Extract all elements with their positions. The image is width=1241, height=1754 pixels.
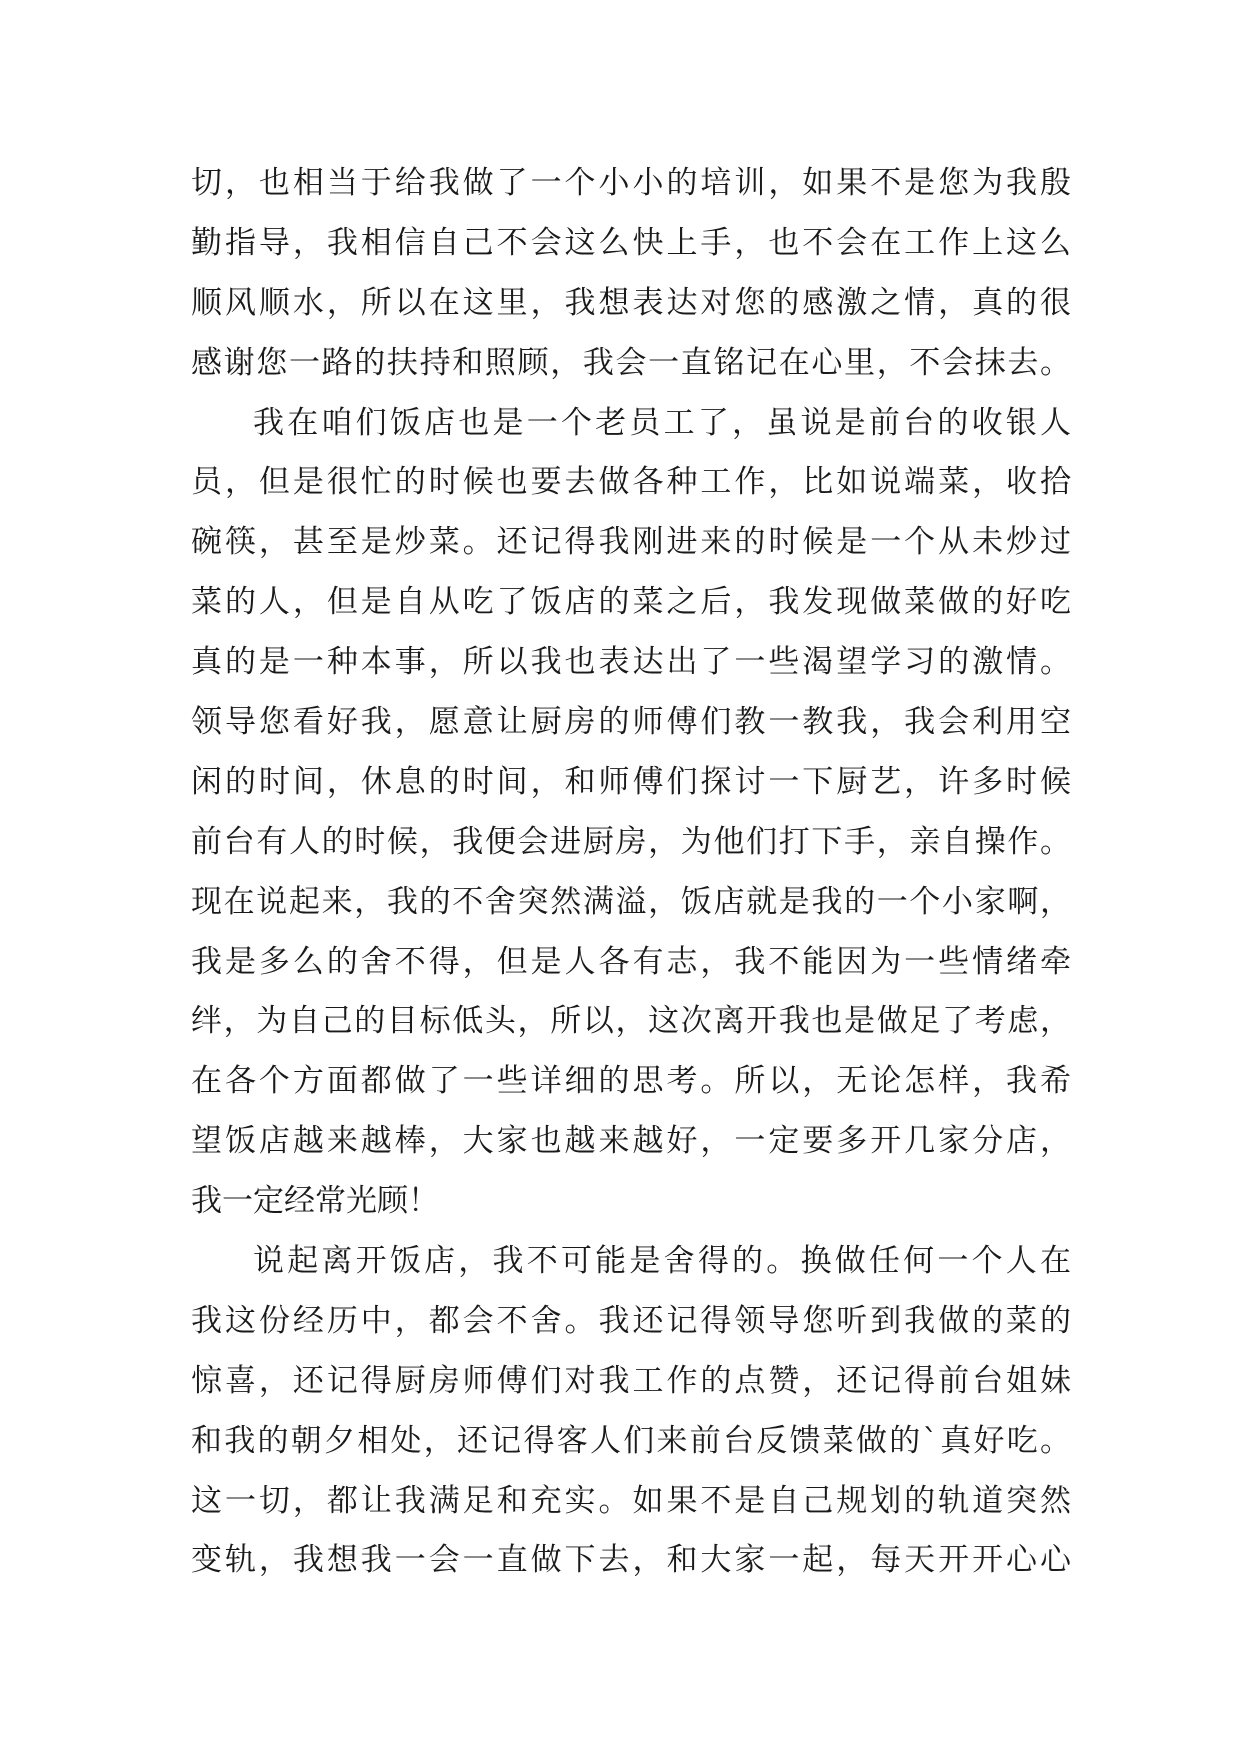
text-line: 顺风顺水，所以在这里，我想表达对您的感激之情，真的很 bbox=[191, 284, 1071, 321]
text-line: 这一切，都让我满足和充实。如果不是自己规划的轨道突然 bbox=[191, 1482, 1071, 1519]
text-line: 我是多么的舍不得，但是人各有志，我不能因为一些情绪牵 bbox=[191, 943, 1071, 980]
text-line: 碗筷，甚至是炒菜。还记得我刚进来的时候是一个从未炒过 bbox=[191, 524, 1071, 561]
text-line: 菜的人，但是自从吃了饭店的菜之后，我发现做菜做的好吃 bbox=[191, 584, 1071, 621]
paragraph-start-line: 说起离开饭店，我不可能是舍得的。换做任何一个人在 bbox=[253, 1243, 1071, 1280]
text-line: 切，也相当于给我做了一个小小的培训，如果不是您为我殷 bbox=[191, 165, 1071, 201]
text-line: 和我的朝夕相处，还记得客人们来前台反馈菜做的`真好吃。 bbox=[191, 1422, 1071, 1459]
text-line: 变轨，我想我一会一直做下去，和大家一起，每天开开心心 bbox=[191, 1542, 1071, 1579]
text-line: 惊喜，还记得厨房师傅们对我工作的点赞，还记得前台姐妹 bbox=[191, 1362, 1071, 1399]
paragraph-start-line: 我在咱们饭店也是一个老员工了，虽说是前台的收银人 bbox=[253, 404, 1071, 441]
text-line: 闲的时间，休息的时间，和师傅们探讨一下厨艺，许多时候 bbox=[191, 763, 1071, 800]
text-line: 现在说起来，我的不舍突然满溢，饭店就是我的一个小家啊， bbox=[191, 883, 1071, 920]
text-line: 感谢您一路的扶持和照顾，我会一直铭记在心里，不会抹去。 bbox=[191, 344, 1071, 381]
text-line: 领导您看好我，愿意让厨房的师傅们教一教我，我会利用空 bbox=[191, 704, 1071, 741]
text-line: 在各个方面都做了一些详细的思考。所以，无论怎样，我希 bbox=[191, 1063, 1071, 1100]
text-line: 前台有人的时候，我便会进厨房，为他们打下手，亲自操作。 bbox=[191, 823, 1071, 860]
text-line: 我这份经历中，都会不舍。我还记得领导您听到我做的菜的 bbox=[191, 1302, 1071, 1339]
text-line: 绊，为自己的目标低头，所以，这次离开我也是做足了考虑， bbox=[191, 1003, 1071, 1040]
text-line: 真的是一种本事，所以我也表达出了一些渴望学习的激情。 bbox=[191, 644, 1071, 681]
document-body bbox=[191, 154, 1071, 1591]
text-line: 员，但是很忙的时候也要去做各种工作，比如说端菜，收拾 bbox=[191, 464, 1071, 501]
paragraph-end-line: 我一定经常光顾！ bbox=[191, 1183, 439, 1220]
text-line: 勤指导，我相信自己不会这么快上手，也不会在工作上这么 bbox=[191, 224, 1071, 261]
text-line: 望饭店越来越棒，大家也越来越好，一定要多开几家分店， bbox=[191, 1123, 1071, 1160]
